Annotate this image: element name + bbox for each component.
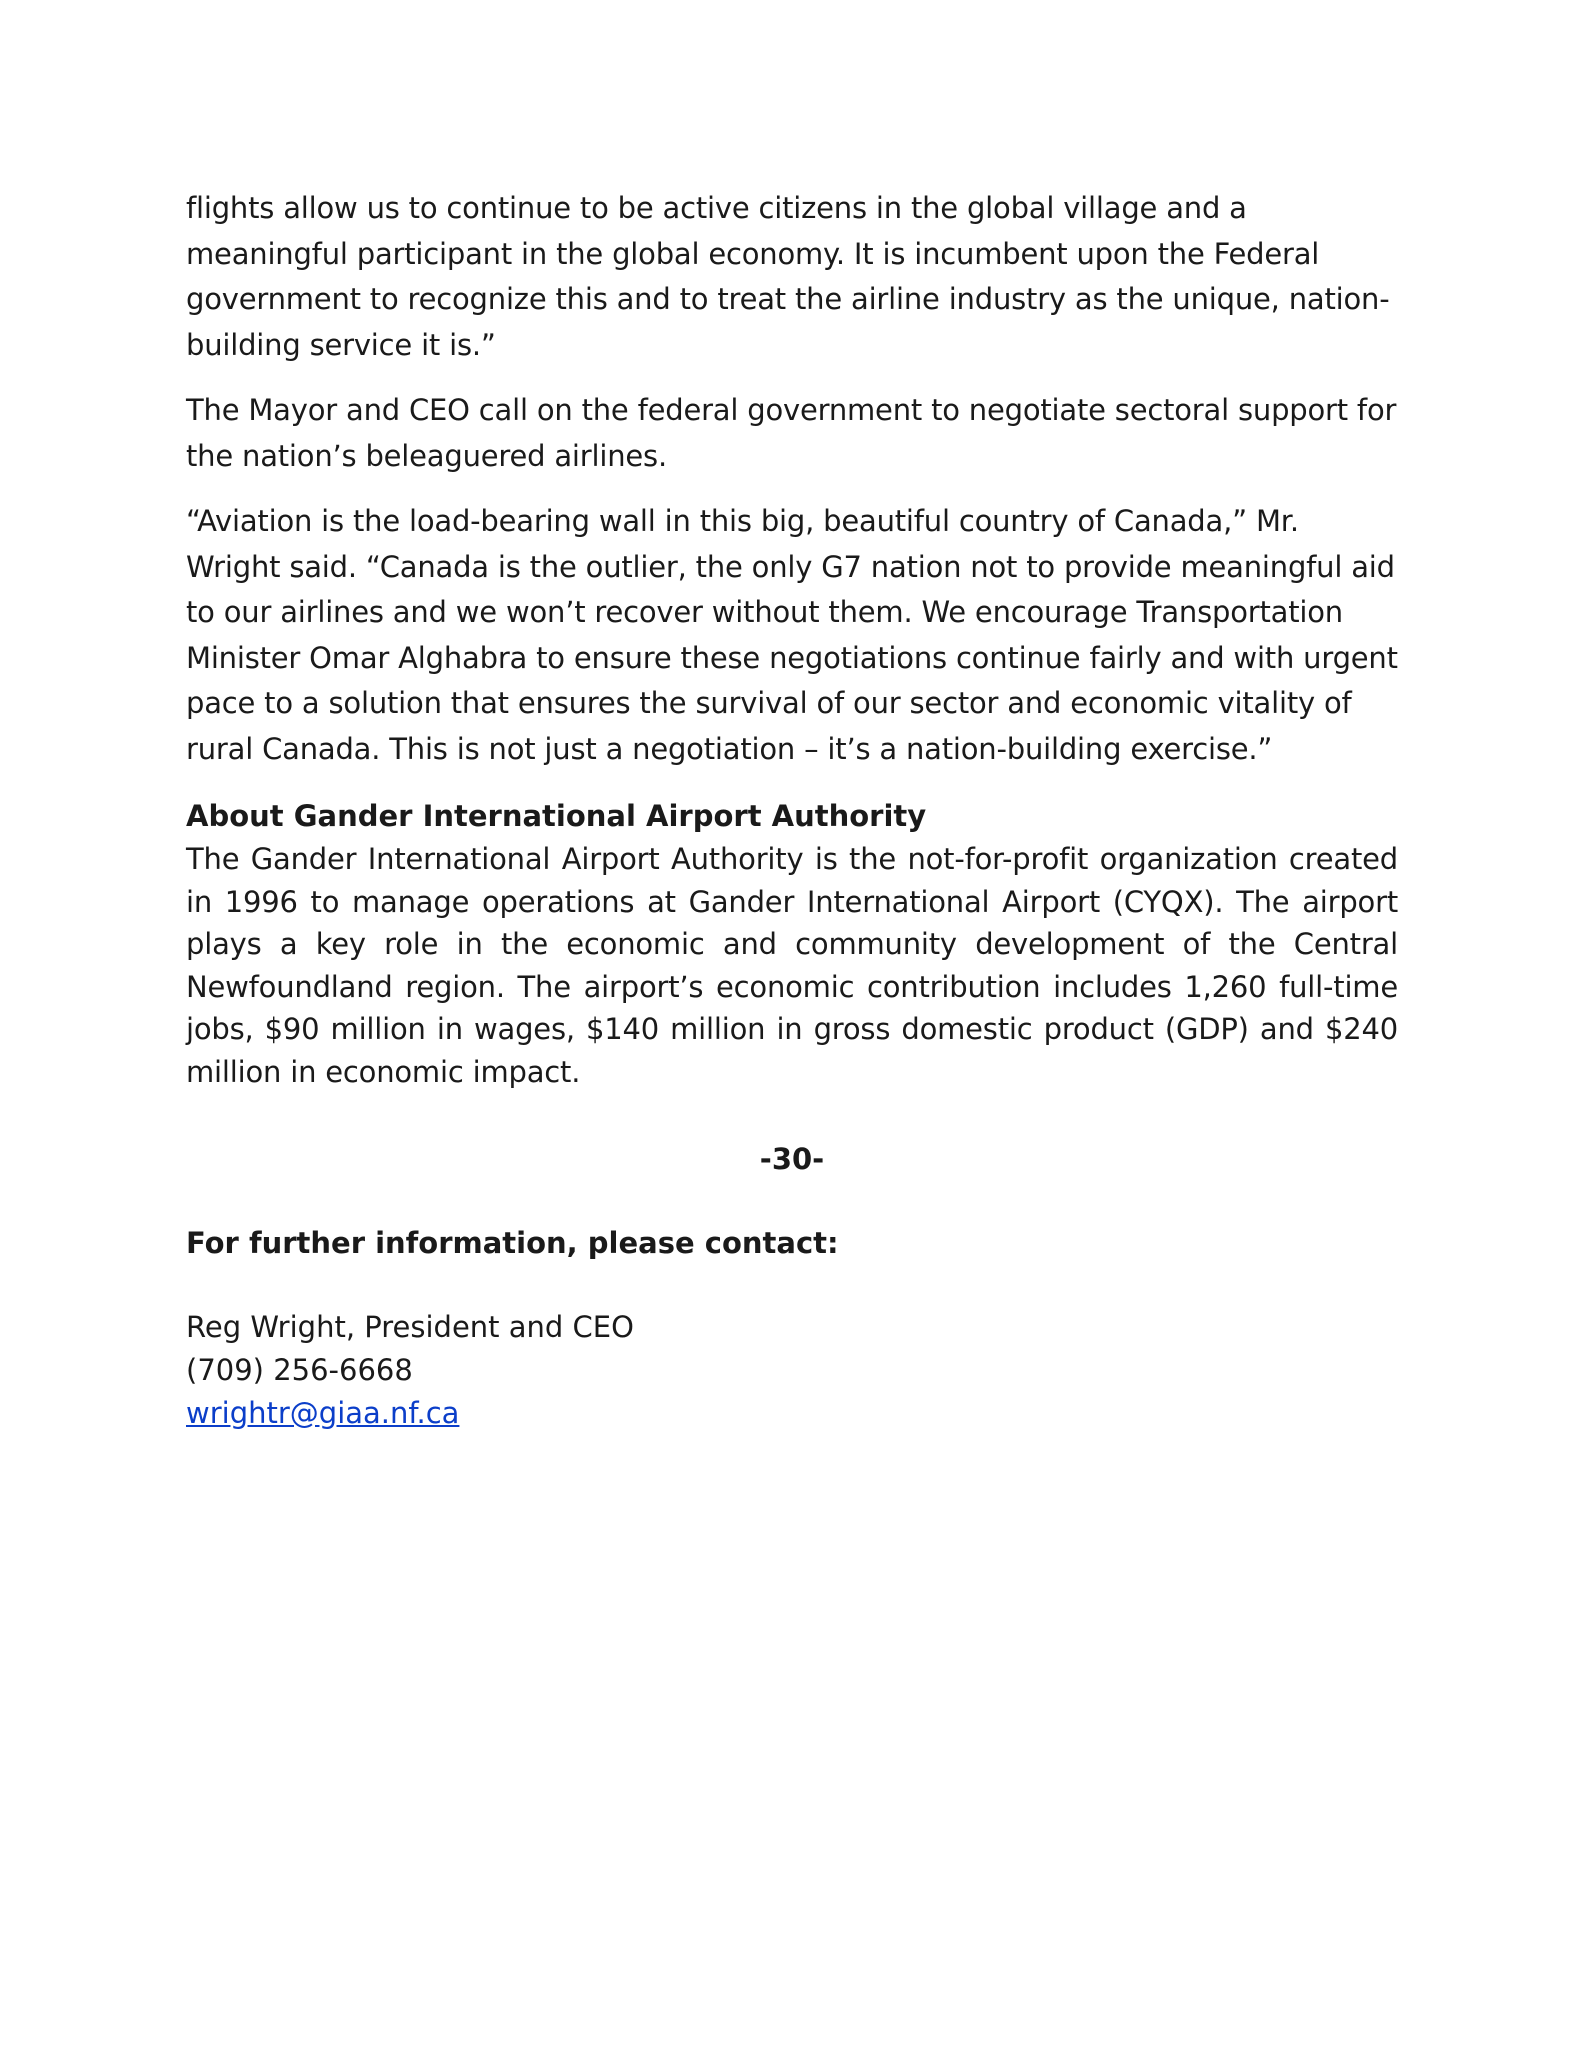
about-paragraph: The Gander International Airport Authority is the not-for-profit organization created in 1996 to manage operations at Gander International Airport (CYQX). The airport plays a key role in the economic and community development of the Central Newfoundland region. The airport’s economic contribution includes 1,260 full-time jobs, $90 million in wages, $140 million in gross domestic product (GDP) and $240 million in economic impact. bbox=[186, 842, 1398, 1089]
contact-block bbox=[186, 1306, 1398, 1435]
body-paragraph-1: flights allow us to continue to be active citizens in the global village and a meaningful participant in the global economy. It is incumbent upon the Federal government to recognize this and to treat the airline industry as the unique, nation-building service it is.” bbox=[186, 191, 1390, 362]
contact-heading: For further information, please contact: bbox=[186, 1226, 839, 1260]
body-paragraph-2: The Mayor and CEO call on the federal government to negotiate sectoral support for the nation’s beleaguered airlines. bbox=[186, 393, 1397, 473]
contact-email-link[interactable]: wrightr@giaa.nf.ca bbox=[186, 1396, 460, 1430]
contact-email-line bbox=[186, 1392, 1398, 1435]
document-page bbox=[186, 186, 1398, 1435]
contact-name-title: Reg Wright, President and CEO bbox=[186, 1310, 634, 1344]
body-paragraph-3: “Aviation is the load-bearing wall in this big, beautiful country of Canada,” Mr. Wright said. “Canada is the outlier, the only G7 nation not to provide meaningful aid to our airlines and we won’t recover without them. We encourage Transportation Minister Omar Alghabra to ensure these negotiations continue fairly and with urgent pace to a solution that ensures the survival of our sector and economic vitality of rural Canada. This is not just a negotiation – it’s a nation-building exercise.” bbox=[186, 504, 1398, 766]
about-heading: About Gander International Airport Authority bbox=[186, 799, 927, 833]
end-mark: -30- bbox=[759, 1142, 825, 1176]
contact-phone: (709) 256-6668 bbox=[186, 1353, 413, 1387]
